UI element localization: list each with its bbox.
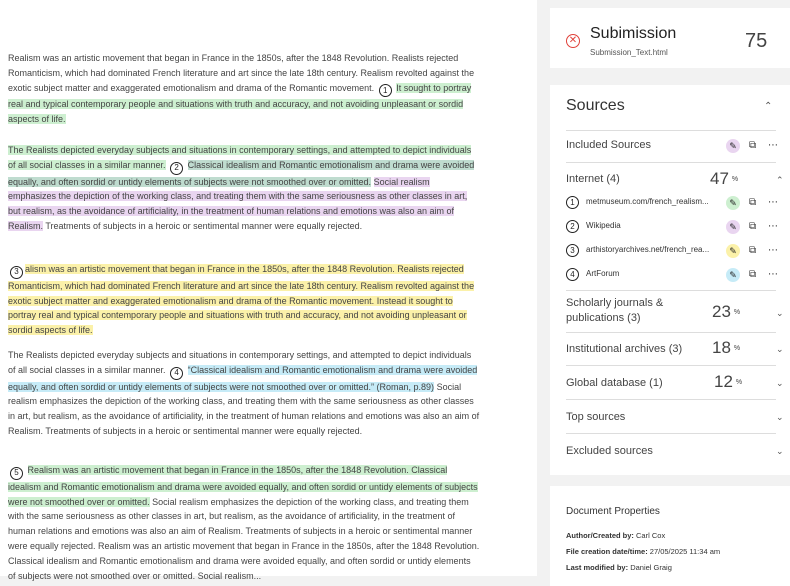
scholarly-label[interactable]: Scholarly journals & publications (3): [566, 297, 664, 324]
compare-icon[interactable]: ⧉: [749, 269, 757, 280]
source-name: metmuseum.com/french_realism...: [586, 197, 709, 206]
scholarly-percentage: 23 %: [712, 302, 741, 321]
internet-percentage: 47 %: [710, 169, 739, 188]
chevron-down-icon[interactable]: ⌄: [776, 446, 784, 456]
chevron-up-icon[interactable]: ⌃: [764, 101, 773, 112]
divider: [566, 365, 776, 366]
paragraph-1: Realism was an artistic movement that began in France in the 1850s, after the 1848 Revolution. Realists rejected Romanticism, which had dominated French literature and art since the late 18th century. Realism revolted against the exotic subject matter and exaggerated emotionalism and drama of the Romantic movement. 1 It sought to portray real and typical contemporary people and situations with truth and accuracy, and not avoiding unpleasant or sordid aspects of life.: [8, 53, 475, 125]
source-number: 4: [566, 268, 579, 281]
right-panel: [537, 0, 784, 576]
submission-filename: Submission_Text.html: [590, 48, 668, 57]
top-sources-label[interactable]: Top sources: [566, 411, 626, 423]
source-name: ArtForum: [586, 269, 620, 278]
source-number: 2: [566, 220, 579, 233]
source-number: 3: [566, 244, 579, 257]
internet-label[interactable]: Internet (4): [566, 173, 620, 185]
divider: [566, 130, 776, 131]
divider: [566, 399, 776, 400]
submission-title: Subimission: [590, 25, 677, 42]
chevron-down-icon[interactable]: ⌄: [776, 344, 784, 354]
global-database-percentage: 12 %: [714, 372, 743, 391]
compare-icon[interactable]: ⧉: [749, 140, 757, 151]
more-icon[interactable]: ⋯: [768, 245, 778, 256]
author-property: Author/Created by: Carl Cox: [566, 531, 666, 540]
match-marker-3[interactable]: 3: [10, 266, 23, 279]
paragraph-3: [8, 262, 480, 338]
source-item-3[interactable]: [566, 244, 780, 258]
highlighter-icon[interactable]: ✎: [726, 196, 740, 210]
excluded-sources-label[interactable]: Excluded sources: [566, 445, 653, 457]
more-icon[interactable]: ⋯: [768, 221, 778, 232]
match-marker-2[interactable]: 2: [170, 162, 183, 175]
divider: [566, 162, 776, 163]
divider: [566, 433, 776, 434]
highlighter-icon[interactable]: ✎: [726, 220, 740, 234]
paragraph-5: 5 Realism was an artistic movement that began in France in the 1850s, after the 1848 Revolution. Classical idealism and Romantic emotionalism and drama were avoided equally, and often sordid or untidy elements of subjects were not smoothed over or omitted. Social realism emphasizes the depiction of the working class, and treating them with the same seriousness as other classes in art, but realism, as the avoidance of artificiality, in the treatment of human relations and emotions was also an aim of Realism. Treatments of subjects in a heroic or sentimental manner were equally rejected. Realism was an artistic movement that began in France in the 1850s, after the 1848 Revolution. Classical idealism and Romantic emotionalism and drama were avoided equally, and often sordid or untidy elements of subjects were not smoothed over or omitted. Social realism...: [8, 465, 480, 581]
paragraph-4: The Realists depicted everyday subjects and situations in contemporary settings, and attempted to depict individuals of all social classes in a similar manner. 4 “Classical idealism and Romantic emotionalism and drama were avoided equally, and often sordid or untidy elements of subjects were not smoothed over or omitted.” (Roman, p.89) Social realism emphasizes the depiction of the working class, and treating them with the same seriousness as other classes in art, but realism, as the avoidance of artificiality, in the treatment of human relations and emotions was also an aim of Realism. Treatments of subjects in a heroic or sentimental manner were equally rejected.: [8, 350, 480, 437]
match-marker-5[interactable]: 5: [10, 467, 23, 480]
institutional-percentage: 18 %: [712, 338, 741, 357]
properties-title: Document Properties: [566, 506, 660, 517]
highlight-source-5[interactable]: Realism was an artistic movement that began in France in the 1850s, after the 1848 Revolution. Classical idealism and Romantic emotionalism and drama were avoided equally, and often sordid or untidy elements of subjects were not smoothed over or omitted.: [8, 465, 478, 507]
highlight-source-1[interactable]: It sought to portray real and typical contemporary people and situations with truth and accuracy, and not avoiding unpleasant or sordid aspects of life.: [8, 82, 472, 125]
similarity-score: 75: [745, 30, 768, 52]
source-item-4[interactable]: [566, 268, 780, 282]
included-sources-label: Included Sources: [566, 139, 651, 151]
source-item-1[interactable]: [566, 196, 780, 210]
chevron-down-icon[interactable]: ⌄: [776, 308, 784, 318]
source-name: Wikipedia: [586, 221, 621, 230]
match-marker-4[interactable]: 4: [170, 367, 183, 380]
compare-icon[interactable]: ⧉: [749, 245, 757, 256]
highlight-source-3[interactable]: alism was an artistic movement that began in France in the 1850s, after the 1848 Revolution. Realists rejected Romanticism, which had dominated French literature and art since the late 18th century. Realism revolted against the exotic subject matter and exaggerated emotionalism and drama of the Romantic movement. Instead it sought to portray real and typical contemporary people and situations with truth and accuracy, and not avoiding unpleasant or sordid aspects of life.: [8, 264, 475, 336]
highlight-source-1b[interactable]: The Realists depicted everyday subjects and situations in contemporary settings, and attempted to depict individuals of all social classes in a similar manner.: [8, 145, 472, 170]
sources-title: Sources: [566, 97, 625, 114]
match-marker-1[interactable]: 1: [379, 84, 392, 97]
source-name: arthistoryarchives.net/french_rea...: [586, 245, 710, 254]
x-circle-icon[interactable]: ✕: [566, 34, 580, 48]
highlight-source-2b[interactable]: Social realism emphasizes the depiction of the working class, and treating them with the same seriousness as other classes in art, but realism, as the avoidance of artificiality, in the treatment of human relations and emotions was also an aim of Realism.: [8, 176, 468, 232]
divider: [566, 290, 776, 291]
chevron-up-icon[interactable]: ⌃: [776, 175, 784, 185]
compare-icon[interactable]: ⧉: [749, 221, 757, 232]
source-item-2[interactable]: [566, 220, 780, 234]
highlighter-icon[interactable]: ✎: [726, 244, 740, 258]
paragraph-2: The Realists depicted everyday subjects and situations in contemporary settings, and attempted to depict individuals of all social classes in a similar manner. 2 Classical idealism and Romantic emotionalism and drama were avoided equally, and often sordid or untidy elements of subjects were not smoothed over or omitted. Social realism emphasizes the depiction of the working class, and treating them with the same seriousness as other classes in art, but realism, as the avoidance of artificiality, in the treatment of human relations and emotions was also an aim of Realism. Treatments of subjects in a heroic or sentimental manner were equally rejected.: [8, 145, 475, 232]
institutional-label[interactable]: Institutional archives (3): [566, 343, 683, 355]
modified-property: Last modified by: Daniel Graig: [566, 563, 672, 572]
highlighter-icon[interactable]: ✎: [726, 139, 740, 153]
more-icon[interactable]: ⋯: [768, 197, 778, 208]
highlight-source-2a[interactable]: Classical idealism and Romantic emotionalism and drama were avoided equally, and often sordid or untidy elements of subjects were not smoothed over or omitted.: [8, 159, 475, 187]
created-property: File creation date/time: 27/05/2025 11:34 am: [566, 547, 721, 556]
global-database-label[interactable]: Global database (1): [566, 377, 663, 389]
document-properties-card: [550, 486, 790, 586]
more-icon[interactable]: ⋯: [768, 140, 778, 151]
highlight-source-4[interactable]: “Classical idealism and Romantic emotionalism and drama were avoided equally, and often sordid or untidy elements of subjects were not smoothed over or omitted.” (Roman, p.89): [8, 364, 478, 392]
highlighter-icon[interactable]: ✎: [726, 268, 740, 282]
submission-card: [550, 8, 790, 68]
sources-card: [550, 85, 790, 475]
source-number: 1: [566, 196, 579, 209]
more-icon[interactable]: ⋯: [768, 269, 778, 280]
chevron-down-icon[interactable]: ⌄: [776, 412, 784, 422]
divider: [566, 332, 776, 333]
chevron-down-icon[interactable]: ⌄: [776, 378, 784, 388]
compare-icon[interactable]: ⧉: [749, 197, 757, 208]
